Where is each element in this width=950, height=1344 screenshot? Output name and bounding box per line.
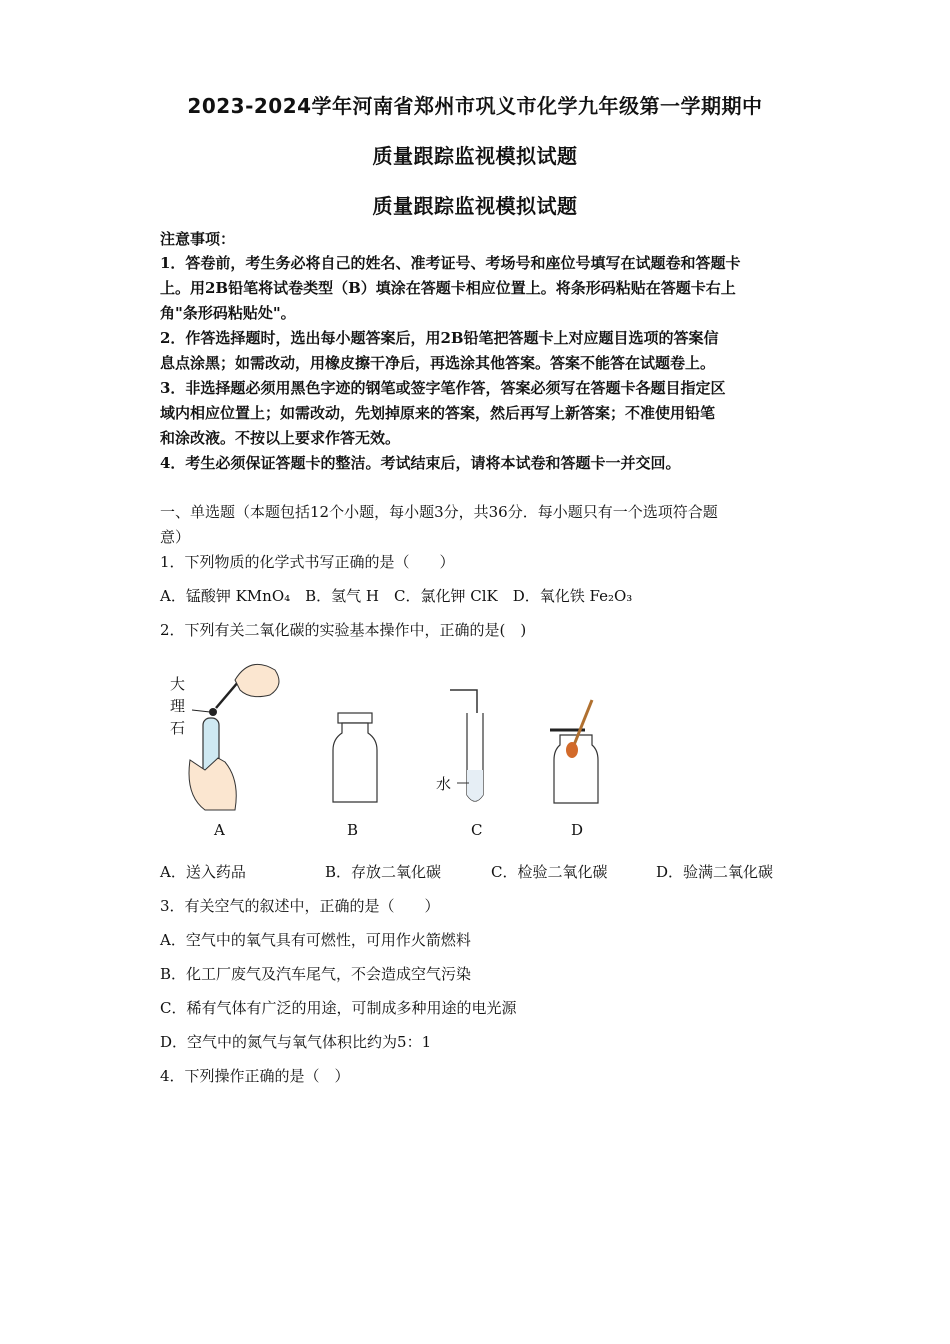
q3-option-d: D．空气中的氮气与氧气体积比约为5：1 (160, 1033, 432, 1051)
q2-option-d: D．验满二氧化碳 (656, 863, 774, 881)
q2-option-c: C．检验二氧化碳 (491, 863, 608, 881)
figure-b-label: B (347, 821, 359, 839)
notes-line: 1．答卷前，考生务必将自己的姓名、准考证号、考场号和座位号填写在试题卷和答题卡 (160, 254, 741, 272)
notes-line: 3．非选择题必须用黑色字迹的钢笔或签字笔作答，答案必须写在答题卡各题目指定区 (160, 379, 726, 397)
water-label: 水 (436, 775, 452, 793)
q3-option-c: C．稀有气体有广泛的用途，可制成多种用途的电光源 (160, 999, 517, 1017)
figure-a-label: A (214, 821, 225, 839)
title-line-1: 2023-2024学年河南省郑州市巩义市化学九年级第一学期期中 (187, 94, 763, 118)
q3-stem: 3．有关空气的叙述中，正确的是（ ） (160, 897, 440, 915)
figure-c-label: C (471, 821, 483, 839)
q2-option-a: A．送入药品 (160, 863, 246, 881)
figure-d-label: D (571, 821, 584, 839)
notes-line: 息点涂黑；如需改动，用橡皮擦干净后，再选涂其他答案。答案不能答在试题卷上。 (160, 354, 716, 372)
q3-option-a: A．空气中的氧气具有可燃性，可用作火箭燃料 (160, 931, 471, 949)
title-line-3: 质量跟踪监视模拟试题 (372, 194, 578, 218)
notes-line: 上。用2B铅笔将试卷类型（B）填涂在答题卡相应位置上。将条形码粘贴在答题卡右上 (160, 279, 736, 297)
marble-label-2: 理 (170, 697, 186, 715)
q2-option-b: B．存放二氧化碳 (325, 863, 442, 881)
notes-line: 域内相应位置上；如需改动，先划掉原来的答案，然后再写上新答案；不准使用铅笔 (160, 404, 716, 422)
q4-stem: 4．下列操作正确的是（ ） (160, 1067, 350, 1085)
notes-line: 角"条形码粘贴处"。 (160, 304, 296, 322)
figure-c-test-tube (445, 685, 495, 810)
notes-line: 2．作答选择题时，选出每小题答案后，用2B铅笔把答题卡上对应题目选项的答案信 (160, 329, 719, 347)
q2-stem: 2．下列有关二氧化碳的实验基本操作中，正确的是( ) (160, 621, 527, 639)
title-line-2: 质量跟踪监视模拟试题 (372, 144, 578, 168)
q3-option-b: B．化工厂废气及汽车尾气，不会造成空气污染 (160, 965, 472, 983)
figure-a-insert-marble (180, 650, 290, 820)
notes-heading: 注意事项： (160, 230, 236, 248)
figure-b-bottle (325, 705, 385, 805)
q1-stem: 1．下列物质的化学式书写正确的是（ ） (160, 553, 455, 571)
notes-line: 4．考生必须保证答题卡的整洁。考试结束后，请将本试卷和答题卡一并交回。 (160, 454, 681, 472)
q1-options: A．锰酸钾 KMnO₄ B．氢气 H C．氯化钾 ClK D．氧化铁 Fe₂O₃ (160, 587, 633, 605)
section-heading: 一、单选题（本题包括12个小题，每小题3分，共36分．每小题只有一个选项符合题 (160, 503, 718, 521)
marble-label-3: 石 (170, 719, 186, 737)
figure-d-burning-match (540, 695, 610, 807)
section-heading-cont: 意） (160, 528, 191, 546)
marble-label-1: 大 (170, 675, 186, 693)
notes-line: 和涂改液。不按以上要求作答无效。 (160, 429, 401, 447)
